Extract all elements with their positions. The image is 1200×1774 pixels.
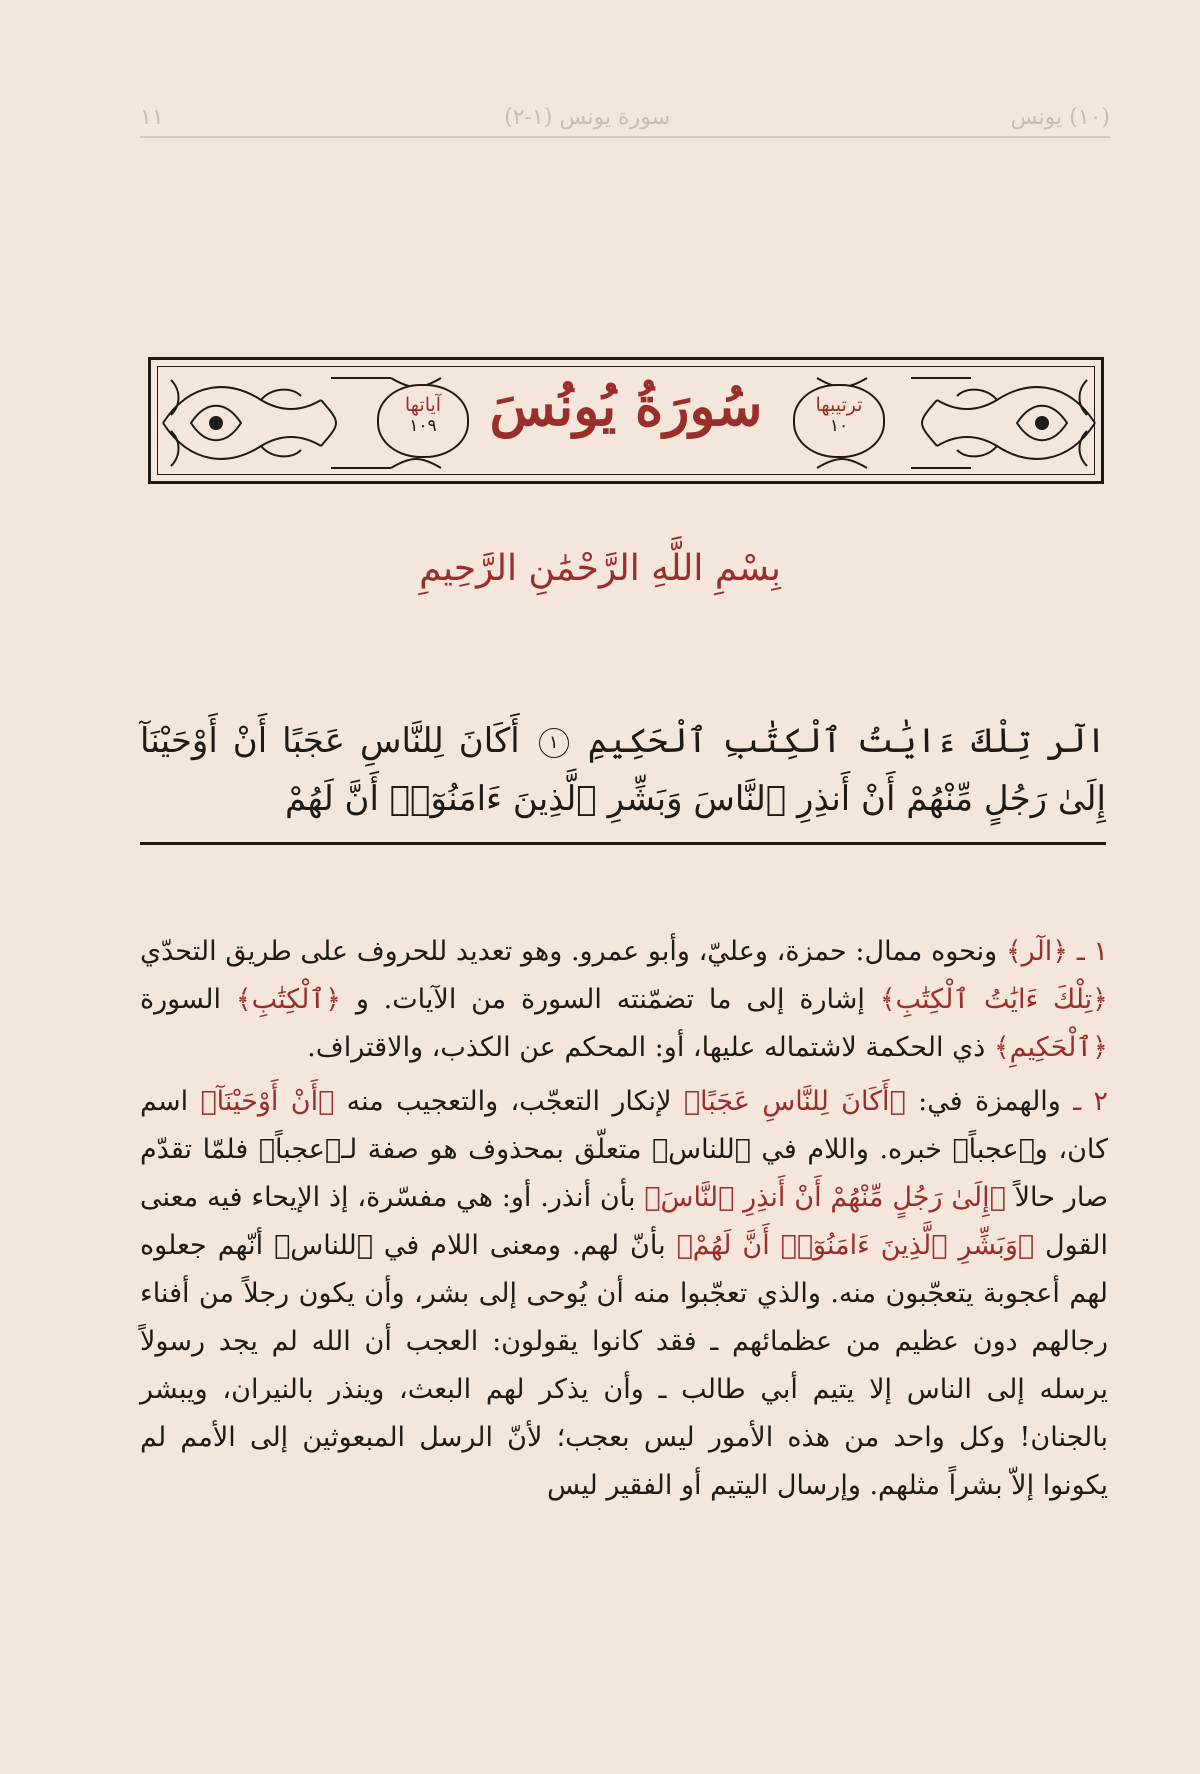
- quote: ﴿أَكَانَ لِلنَّاسِ عَجَبًا﴾: [683, 1086, 906, 1117]
- quote: ﴿ٱلْحَكِيمِ﴾: [993, 1032, 1108, 1063]
- quran-verses: [140, 712, 1106, 828]
- commentary-text: السورة: [140, 984, 236, 1015]
- verses-count-value: ١٠٩: [409, 416, 437, 436]
- verse-2-text: أَكَانَ لِلنَّاسِ عَجَبًا أَنْ أَوْحَيْنَآ إِلَىٰ رَجُلٍ مِّنْهُمْ أَنْ: [140, 721, 1106, 819]
- commentary-text: خبره. واللام في: [750, 1134, 953, 1165]
- surah-order-label: ترتيبها: [815, 394, 863, 416]
- quote: ﴿الٓر﴾: [1005, 936, 1069, 967]
- quote: ﴿تِلْكَ ءَايَٰتُ ٱلْكِتَٰبِ﴾: [879, 984, 1109, 1015]
- quote: ﴿ٱلْكِتَٰبِ﴾: [235, 984, 342, 1015]
- commentary: [140, 928, 1108, 1516]
- commentary-text: متعلّق بمحذوف هو صفة لـ: [341, 1134, 652, 1165]
- verse-2-continued: أَنذِرِ ٱلنَّاسَ وَبَشِّرِ ٱلَّذِينَ ءَامَنُوٓا۟ أَنَّ لَهُمْ: [285, 779, 851, 819]
- verse-1-text: الٓر تِلْكَ ءَايَٰتُ ٱلْكِتَٰبِ ٱلْحَكِيمِ: [587, 721, 1107, 761]
- commentary-paragraph-2: [140, 1078, 1108, 1510]
- commentary-text: ونحوه ممال: حمزة، وعليّ، وأبو عمرو. وهو تعديد للحروف على طريق التحدّي: [140, 936, 1006, 967]
- quote: ﴿وَبَشِّرِ ٱلَّذِينَ ءَامَنُوٓا۟ أَنَّ لَهُمْ﴾: [676, 1230, 1035, 1261]
- commentary-paragraph-1: [140, 928, 1108, 1072]
- verse-end-marker-icon: ١: [539, 728, 569, 758]
- commentary-text: لإنكار التعجّب، والتعجيب منه: [334, 1086, 684, 1117]
- bracketed-word: ﴿عجباً﴾: [952, 1134, 1035, 1165]
- commentary-text: والهمزة في:: [905, 1086, 1074, 1117]
- note-number: ٢ ـ: [1073, 1086, 1108, 1117]
- basmala: بِسْمِ اللَّهِ الرَّحْمَٰنِ الرَّحِيمِ: [419, 548, 781, 589]
- surah-order-value: ١٠: [829, 416, 849, 436]
- commentary-text: بأن أنذر. أو: هي مفسّرة، إذ الإيحاء فيه معنى القول: [140, 1182, 1108, 1261]
- divider-rule: [140, 842, 1106, 845]
- running-header-center: سورة يونس (١-٢): [504, 104, 671, 130]
- commentary-text: إشارة إلى ما تضمّنته السورة من الآيات. و: [341, 984, 880, 1015]
- quote: ﴿أَنْ أَوْحَيْنَآ﴾: [200, 1086, 335, 1117]
- commentary-text: ذي الحكمة لاشتماله عليها، أو: المحكم عن الكذب، والاقتراف.: [307, 1032, 994, 1063]
- running-header-left: ١١: [140, 104, 164, 130]
- running-header-right: (١٠) يونس: [1010, 104, 1110, 130]
- bracketed-word: ﴿عجباً﴾: [258, 1134, 342, 1165]
- commentary-text: بأنّ لهم. ومعنى اللام في: [372, 1230, 677, 1261]
- note-number: ١ ـ: [1076, 936, 1108, 967]
- bracketed-word: ﴿للناس﴾: [274, 1230, 373, 1261]
- verses-count-label: آياتها: [404, 394, 442, 416]
- bracketed-word: ﴿للناس﴾: [651, 1134, 751, 1165]
- commentary-text: أنّهم جعلوه لهم أعجوبة يتعجّبون منه. والذي تعجّبوا منه أن يُوحى إلى بشر، وأن يكون رجلاً من أفناء رجالهم دون عظيم من عظمائهم ـ فقد كانوا يقولون: العجب أن الله لم يجد رسولاً يرسله إلى الناس إلا يتيم أبي طالب ـ وأن يذكر لهم البعث، وينذر بالنيران، ويبشر بالجنان! وكل واحد من هذه الأمور ليس بعجب؛ لأنّ الرسل المبعوثين إلى الأمم لم يكونوا إلاّ بشراً مثلهم. وإرسال اليتيم أو الفقير ليس: [140, 1230, 1109, 1501]
- running-header: [140, 98, 1110, 138]
- commentary-text: فلمّا تقدّم صار حالاً: [140, 1134, 1108, 1213]
- commentary-text: اسم كان، و: [140, 1086, 1108, 1165]
- quote: ﴿إِلَىٰ رَجُلٍ مِّنْهُمْ أَنْ أَنذِرِ ٱلنَّاسَ﴾: [644, 1182, 1006, 1213]
- surah-title: سُورَةُ يُونُسَ: [489, 374, 763, 438]
- surah-title-frame: [148, 357, 1104, 484]
